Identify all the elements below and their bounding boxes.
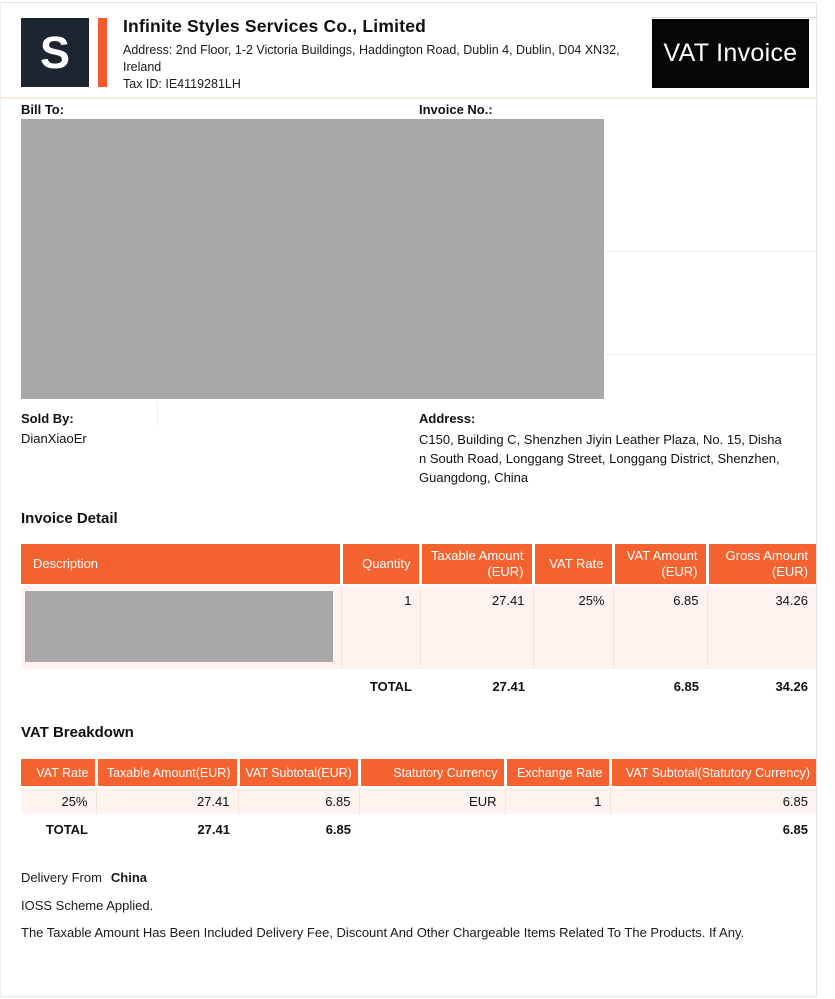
company-address-line1: Address: 2nd Floor, 1-2 Victoria Buildings, Haddington Road, Dublin 4, Dublin, D04 XN32, — [123, 43, 620, 57]
delivery-from-value: China — [110, 870, 148, 885]
vat-breakdown-heading: VAT Breakdown — [21, 724, 134, 741]
col-vb-vat-subtotal: VAT Subtotal(EUR) — [238, 759, 359, 787]
sold-by-value: DianXiaoEr — [21, 431, 87, 446]
total-empty-description — [21, 669, 341, 694]
delivery-from-line — [21, 870, 147, 885]
company-header-block — [123, 16, 638, 93]
company-address-line2: Ireland — [123, 60, 162, 74]
header-divider — [1, 97, 818, 99]
invoice-detail-table-wrap — [21, 544, 816, 694]
col-vb-vat-subtotal-statutory: VAT Subtotal(Statutory Currency) — [610, 759, 816, 787]
vb-total-taxable-amount: 27.41 — [96, 814, 238, 841]
cell-gross-amount: 34.26 — [707, 585, 816, 669]
company-name: Infinite Styles Services Co., Limited — [123, 16, 427, 36]
col-vb-statutory-currency: Statutory Currency — [359, 759, 505, 787]
cell-taxable-amount: 27.41 — [420, 585, 533, 669]
col-vb-taxable-amount: Taxable Amount(EUR) — [96, 759, 238, 787]
seller-address — [419, 430, 789, 487]
cell-vb-vat-rate: 25% — [21, 787, 96, 814]
total-vat-amount: 6.85 — [613, 669, 707, 694]
cell-vb-taxable-amount: 27.41 — [96, 787, 238, 814]
vat-breakdown-table — [21, 759, 816, 841]
bill-to-redaction-box — [21, 119, 604, 399]
invoice-detail-total-row — [21, 669, 816, 694]
col-gross-amount: Gross Amount (EUR) — [707, 544, 816, 585]
cell-vb-exchange-rate: 1 — [505, 787, 610, 814]
vat-invoice-badge — [652, 19, 809, 88]
taxable-amount-note: The Taxable Amount Has Been Included Delivery Fee, Discount And Other Chargeable Items Related To The Products. If Any. — [21, 925, 745, 940]
sold-by-cell-rule — [157, 401, 158, 425]
invoice-detail-row — [21, 585, 816, 669]
total-taxable-amount: 27.41 — [420, 669, 533, 694]
vb-total-empty-exchange — [505, 814, 610, 841]
vat-breakdown-table-wrap — [21, 759, 816, 841]
cell-vb-statutory-currency: EUR — [359, 787, 505, 814]
total-label: TOTAL — [341, 669, 420, 694]
vat-breakdown-row — [21, 787, 816, 814]
delivery-from-label: Delivery From — [21, 870, 102, 885]
invoice-detail-heading: Invoice Detail — [21, 510, 118, 527]
seller-address-label: Address: — [419, 411, 476, 426]
sold-by-label: Sold By: — [21, 411, 74, 426]
cell-vat-amount: 6.85 — [613, 585, 707, 669]
invoice-meta-rule-2 — [604, 354, 816, 355]
vb-total-vat-subtotal-statutory: 6.85 — [610, 814, 816, 841]
cell-quantity: 1 — [341, 585, 420, 669]
vat-invoice-badge-label: VAT Invoice — [663, 39, 798, 67]
col-vb-vat-rate: VAT Rate — [21, 759, 96, 787]
invoice-meta-rule-1 — [604, 251, 816, 252]
vb-total-label: TOTAL — [21, 814, 96, 841]
col-vb-exchange-rate: Exchange Rate — [505, 759, 610, 787]
invoice-no-label: Invoice No.: — [419, 102, 493, 117]
seller-address-line2: n South Road, Longgang Street, Longgang District, Shenzhen, — [419, 451, 780, 466]
company-logo — [21, 18, 89, 87]
col-description: Description — [21, 544, 341, 585]
vat-breakdown-header-row — [21, 759, 816, 787]
bill-to-label: Bill To: — [21, 102, 65, 117]
col-vat-amount: VAT Amount (EUR) — [613, 544, 707, 585]
total-gross-amount: 34.26 — [707, 669, 816, 694]
total-empty-vat-rate — [533, 669, 613, 694]
description-redaction-box — [25, 591, 333, 662]
vb-total-empty-currency — [359, 814, 505, 841]
cell-vb-vat-subtotal: 6.85 — [238, 787, 359, 814]
cell-description — [21, 585, 341, 669]
logo-letter-icon: S — [39, 27, 70, 78]
invoice-page — [0, 2, 817, 997]
badge-top-rule — [652, 17, 818, 18]
invoice-detail-header-row — [21, 544, 816, 585]
col-vat-rate: VAT Rate — [533, 544, 613, 585]
seller-address-line1: C150, Building C, Shenzhen Jiyin Leather Plaza, No. 15, Disha — [419, 432, 782, 447]
ioss-line: IOSS Scheme Applied. — [21, 898, 154, 913]
cell-vat-rate: 25% — [533, 585, 613, 669]
vb-total-vat-subtotal: 6.85 — [238, 814, 359, 841]
invoice-detail-table — [21, 544, 816, 694]
seller-address-line3: Guangdong, China — [419, 470, 529, 485]
col-quantity: Quantity — [341, 544, 420, 585]
cell-vb-vat-subtotal-statutory: 6.85 — [610, 787, 816, 814]
vat-breakdown-total-row — [21, 814, 816, 841]
col-taxable-amount: Taxable Amount (EUR) — [420, 544, 533, 585]
accent-bar — [98, 18, 107, 87]
company-tax-id: Tax ID: IE4119281LH — [123, 77, 241, 91]
